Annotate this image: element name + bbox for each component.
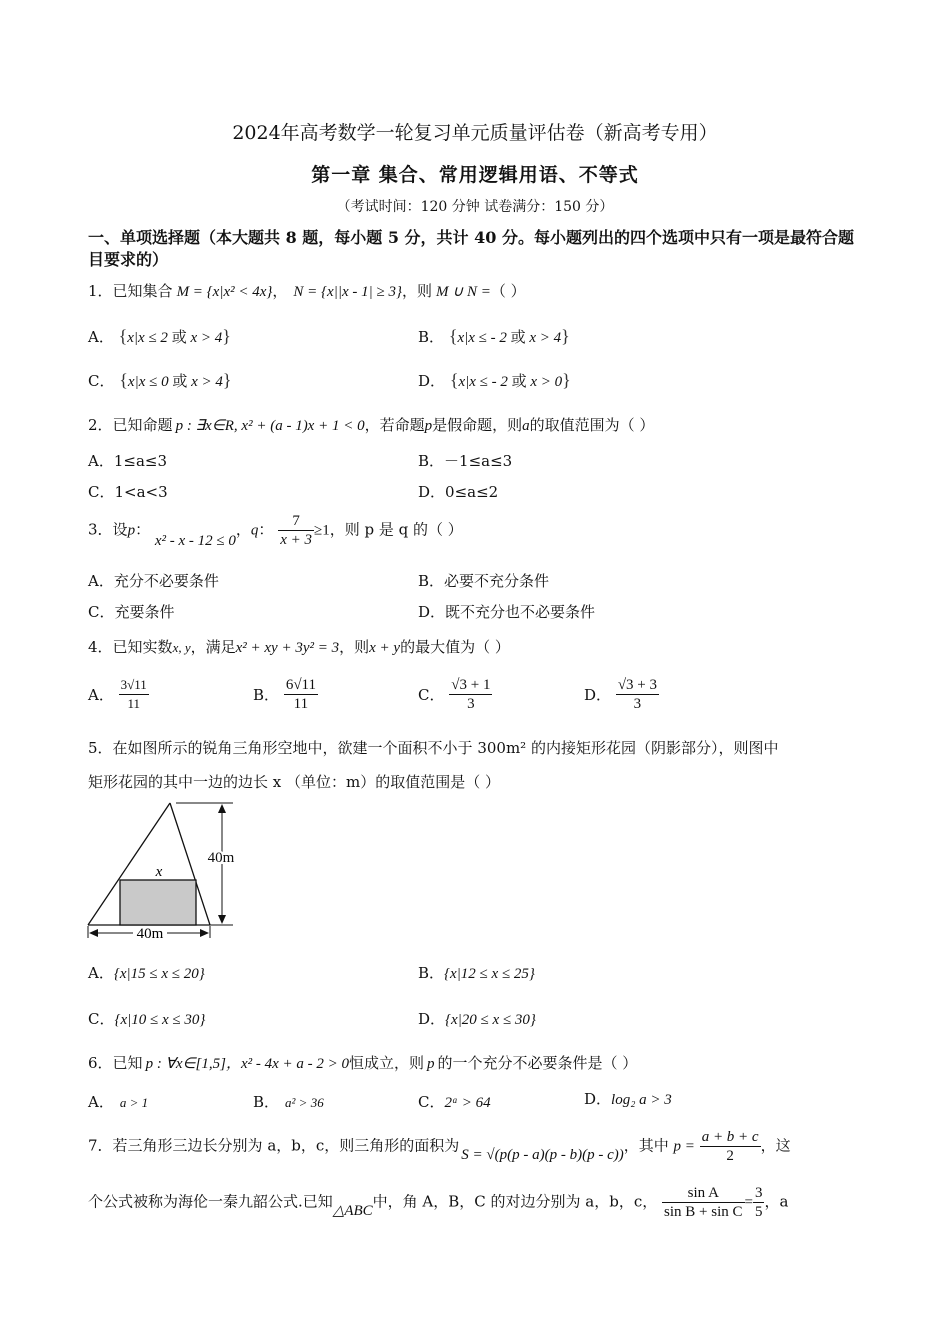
- q1-option-a[interactable]: A． {x|x ≤ 2 或 x > 4}: [88, 326, 231, 346]
- option-value: {x|10 ≤ x ≤ 30}: [114, 1012, 206, 1028]
- figure-height-label: 40m: [207, 850, 235, 866]
- question-7-line1: [88, 1128, 791, 1165]
- var-a: a: [522, 418, 530, 434]
- option-label: D．: [584, 1090, 612, 1108]
- q2-option-d[interactable]: D．0≤a≤2: [418, 483, 499, 501]
- q2-option-a[interactable]: A．1≤a≤3: [88, 452, 167, 470]
- answer-paren: （ ）: [490, 282, 526, 300]
- question-text: 是假命题，则: [432, 416, 523, 434]
- question-6: [88, 1052, 637, 1073]
- question-text: ，则: [339, 638, 370, 656]
- frac-num: 6√11: [285, 677, 316, 693]
- q1-option-c[interactable]: C． {x|x ≤ 0 或 x > 4}: [88, 370, 232, 390]
- question-text: ，a: [764, 1192, 789, 1211]
- equals: =: [744, 1194, 753, 1211]
- q5-option-d[interactable]: [418, 1008, 536, 1029]
- question-number: 1．: [88, 282, 113, 300]
- question-number: 3．: [88, 520, 113, 539]
- triangle-abc: △ABC: [332, 1202, 373, 1219]
- option-label: C．: [88, 1010, 115, 1028]
- question-1: 1．已知集合 M = {x|x² < 4x}， N = {x||x - 1| ≥ 3}，则 M ∪ N =（ ）: [88, 282, 526, 300]
- option-label: C．: [418, 686, 445, 704]
- frac-num: 7: [278, 512, 314, 531]
- frac-num: sin A: [662, 1184, 744, 1203]
- option-label: A．: [88, 1093, 114, 1111]
- question-text: ，满足: [190, 638, 236, 656]
- option-value: x|x ≤ 2: [127, 330, 168, 346]
- q1-option-d[interactable]: D． {x|x ≤ - 2 或 x > 0}: [418, 370, 571, 390]
- q4-option-c[interactable]: [418, 676, 492, 713]
- proposition: p : ∃x∈R, x² + (a - 1)x + 1 < 0: [175, 418, 365, 434]
- punct: ：: [135, 520, 151, 539]
- option-value: {x|20 ≤ x ≤ 30}: [445, 1012, 536, 1028]
- option-label: B．: [418, 328, 445, 346]
- question-text: ，则 p 是 q 的（ ）: [329, 520, 463, 539]
- p-condition: x² - x - 12 ≤ 0: [154, 532, 236, 549]
- height-arrow-head-top: [218, 804, 226, 813]
- garden-rectangle: [120, 880, 196, 925]
- var-p: p: [427, 1056, 435, 1072]
- question-5-line2: 矩形花园的其中一边的边长 x （单位：m）的取值范围是（ ）: [88, 773, 500, 791]
- option-label: C．: [418, 1093, 445, 1111]
- q4-option-a[interactable]: [88, 676, 149, 713]
- option-label: D．: [584, 686, 612, 704]
- option-or: 或: [511, 374, 527, 390]
- frac-num: √3 + 1: [451, 677, 491, 693]
- option-label: D．: [418, 372, 446, 390]
- option-or: 或: [510, 330, 526, 346]
- q6-option-c[interactable]: [418, 1091, 491, 1112]
- fraction: [700, 1128, 761, 1165]
- option-value: x|x ≤ - 2: [457, 330, 507, 346]
- frac-num: a + b + c: [701, 1129, 759, 1145]
- question-text: 中，角 A，B，C 的对边分别为 a，b，c，: [372, 1192, 658, 1211]
- q4-option-d[interactable]: [584, 676, 659, 713]
- question-number: 6．: [88, 1054, 113, 1072]
- q2-option-c[interactable]: C．1<a<3: [88, 483, 168, 501]
- figure-base-label: 40m: [136, 926, 164, 942]
- option-value: x|x ≤ 0: [127, 374, 169, 390]
- option-label: B．: [418, 964, 445, 982]
- q5-option-b[interactable]: [418, 962, 535, 983]
- option-or: 或: [171, 330, 187, 346]
- fraction: [753, 1184, 765, 1221]
- question-number: 4．: [88, 638, 113, 656]
- question-7-line2: [88, 1184, 788, 1221]
- option-label: A．: [88, 328, 114, 346]
- option-value: {x|15 ≤ x ≤ 20}: [113, 966, 205, 982]
- frac-den: 2: [726, 1148, 734, 1164]
- question-text: ，则: [401, 282, 432, 300]
- question-text: 的最大值为（ ）: [400, 638, 510, 656]
- question-text: ，这: [760, 1136, 791, 1155]
- frac-den: 11: [127, 696, 140, 711]
- frac-num: 3: [754, 1185, 763, 1201]
- option-value: x > 0: [530, 374, 563, 390]
- fraction: [662, 1184, 744, 1221]
- q3-option-d[interactable]: D．既不充分也不必要条件: [418, 603, 596, 621]
- p-eq: p =: [673, 1138, 695, 1155]
- question-text: 已知命题: [112, 416, 173, 434]
- question-text: ，其中: [623, 1136, 669, 1155]
- frac-den: sin B + sin C: [664, 1204, 743, 1220]
- q3-option-c[interactable]: C．充要条件: [88, 603, 175, 621]
- q6-option-b[interactable]: [253, 1091, 324, 1112]
- option-value: log₂ a > 3: [611, 1092, 672, 1108]
- figure-x-label: x: [155, 864, 163, 880]
- fraction: [449, 676, 492, 713]
- height-arrow-head-bottom: [218, 915, 226, 924]
- question-5-line1: 5．在如图所示的锐角三角形空地中，欲建一个面积不小于 300m² 的内接矩形花园（阴影部分），则图中: [88, 739, 779, 757]
- question-text: 的一个充分不必要条件是（ ）: [437, 1054, 638, 1072]
- fraction: [616, 676, 659, 713]
- question-2: [88, 414, 654, 435]
- question-text: 已知集合: [112, 282, 173, 300]
- q1-option-b[interactable]: B． {x|x ≤ - 2 或 x > 4}: [418, 326, 570, 346]
- option-value: x > 4: [191, 374, 223, 390]
- base-arrow-head-left: [89, 929, 98, 937]
- section-heading: 一、单项选择题（本大题共 8 题，每小题 5 分，共计 40 分。每小题列出的四个选项中只有一项是最符合题目要求的）: [88, 228, 854, 269]
- question-text: ，若命题: [364, 416, 425, 434]
- option-label: C．: [88, 372, 115, 390]
- frac-den: 3: [467, 696, 475, 712]
- punct: ，: [235, 520, 251, 539]
- var-p: p: [127, 522, 136, 539]
- option-or: 或: [172, 374, 188, 390]
- exam-title: 2024年高考数学一轮复习单元质量评估卷（新高考专用）: [232, 122, 718, 144]
- target-expr: x + y: [369, 640, 401, 656]
- frac-num: √3 + 3: [617, 677, 658, 693]
- option-value: x|x ≤ - 2: [458, 374, 508, 390]
- var-p: p: [424, 418, 433, 434]
- frac-num: 3√11: [119, 676, 149, 695]
- q4-option-b[interactable]: [253, 676, 318, 713]
- q3-option-b[interactable]: B．必要不充分条件: [418, 572, 550, 590]
- fraction: [119, 676, 149, 713]
- punct: ：: [258, 520, 274, 539]
- question-4: [88, 636, 510, 657]
- union-expr: M ∪ N =: [435, 284, 491, 300]
- triangle-figure: [86, 800, 246, 945]
- question-text: 设: [112, 520, 128, 539]
- option-label: B．: [253, 1093, 280, 1111]
- option-value: a > 1: [119, 1095, 149, 1110]
- fraction: [284, 676, 318, 713]
- option-value: {x|12 ≤ x ≤ 25}: [444, 966, 535, 982]
- var-q: q: [250, 522, 259, 539]
- vars: x, y: [172, 640, 191, 655]
- question-number: 7．: [88, 1136, 113, 1155]
- question-text: 的取值范围为（ ）: [529, 416, 655, 434]
- exam-info: （考试时间：120 分钟 试卷满分：150 分）: [336, 199, 614, 215]
- fraction: [278, 512, 314, 549]
- option-value: a² > 36: [285, 1095, 324, 1110]
- q6-option-a[interactable]: [88, 1091, 148, 1112]
- option-value: x > 4: [190, 330, 223, 346]
- q5-option-c[interactable]: [88, 1008, 205, 1029]
- q3-option-a[interactable]: A．充分不必要条件: [88, 572, 219, 590]
- frac-den: 3: [633, 696, 642, 712]
- condition: x² + xy + 3y² = 3: [235, 640, 340, 656]
- set-n: N = {x||x - 1| ≥ 3}: [293, 284, 402, 300]
- option-label: B．: [253, 686, 280, 704]
- option-value: 2ᵃ > 64: [444, 1095, 491, 1111]
- heron-formula: S = √(p(p - a)(p - b)(p - c)): [461, 1146, 624, 1163]
- option-label: A．: [88, 964, 114, 982]
- frac-den: 11: [293, 696, 309, 712]
- question-text: 若三角形三边长分别为 a，b，c，则三角形的面积为: [112, 1136, 460, 1155]
- q6-option-d[interactable]: [584, 1088, 672, 1109]
- question-text: 恒成立，则: [349, 1054, 425, 1072]
- option-value: x > 4: [529, 330, 562, 346]
- base-arrow-head-right: [200, 929, 209, 937]
- question-text: 已知实数: [112, 638, 173, 656]
- option-label: A．: [88, 686, 114, 704]
- frac-den: x + 3: [280, 532, 312, 548]
- question-text: 个公式被称为海伦一秦九韶公式.已知: [88, 1192, 333, 1211]
- option-label: D．: [418, 1010, 446, 1028]
- q2-option-b[interactable]: B．－1≤a≤3: [418, 452, 513, 470]
- chapter-title: 第一章 集合、常用逻辑用语、不等式: [311, 164, 639, 186]
- proposition: p : ∀x∈[1,5]，x² - 4x + a - 2 > 0: [145, 1056, 350, 1072]
- q5-option-a[interactable]: [88, 962, 205, 983]
- question-3: [88, 512, 463, 549]
- question-text: 已知: [112, 1054, 143, 1072]
- q-condition: ≥1: [314, 522, 330, 539]
- question-number: 2．: [88, 416, 113, 434]
- frac-den: 5: [754, 1204, 763, 1220]
- set-m: M = {x|x² < 4x}: [176, 284, 273, 300]
